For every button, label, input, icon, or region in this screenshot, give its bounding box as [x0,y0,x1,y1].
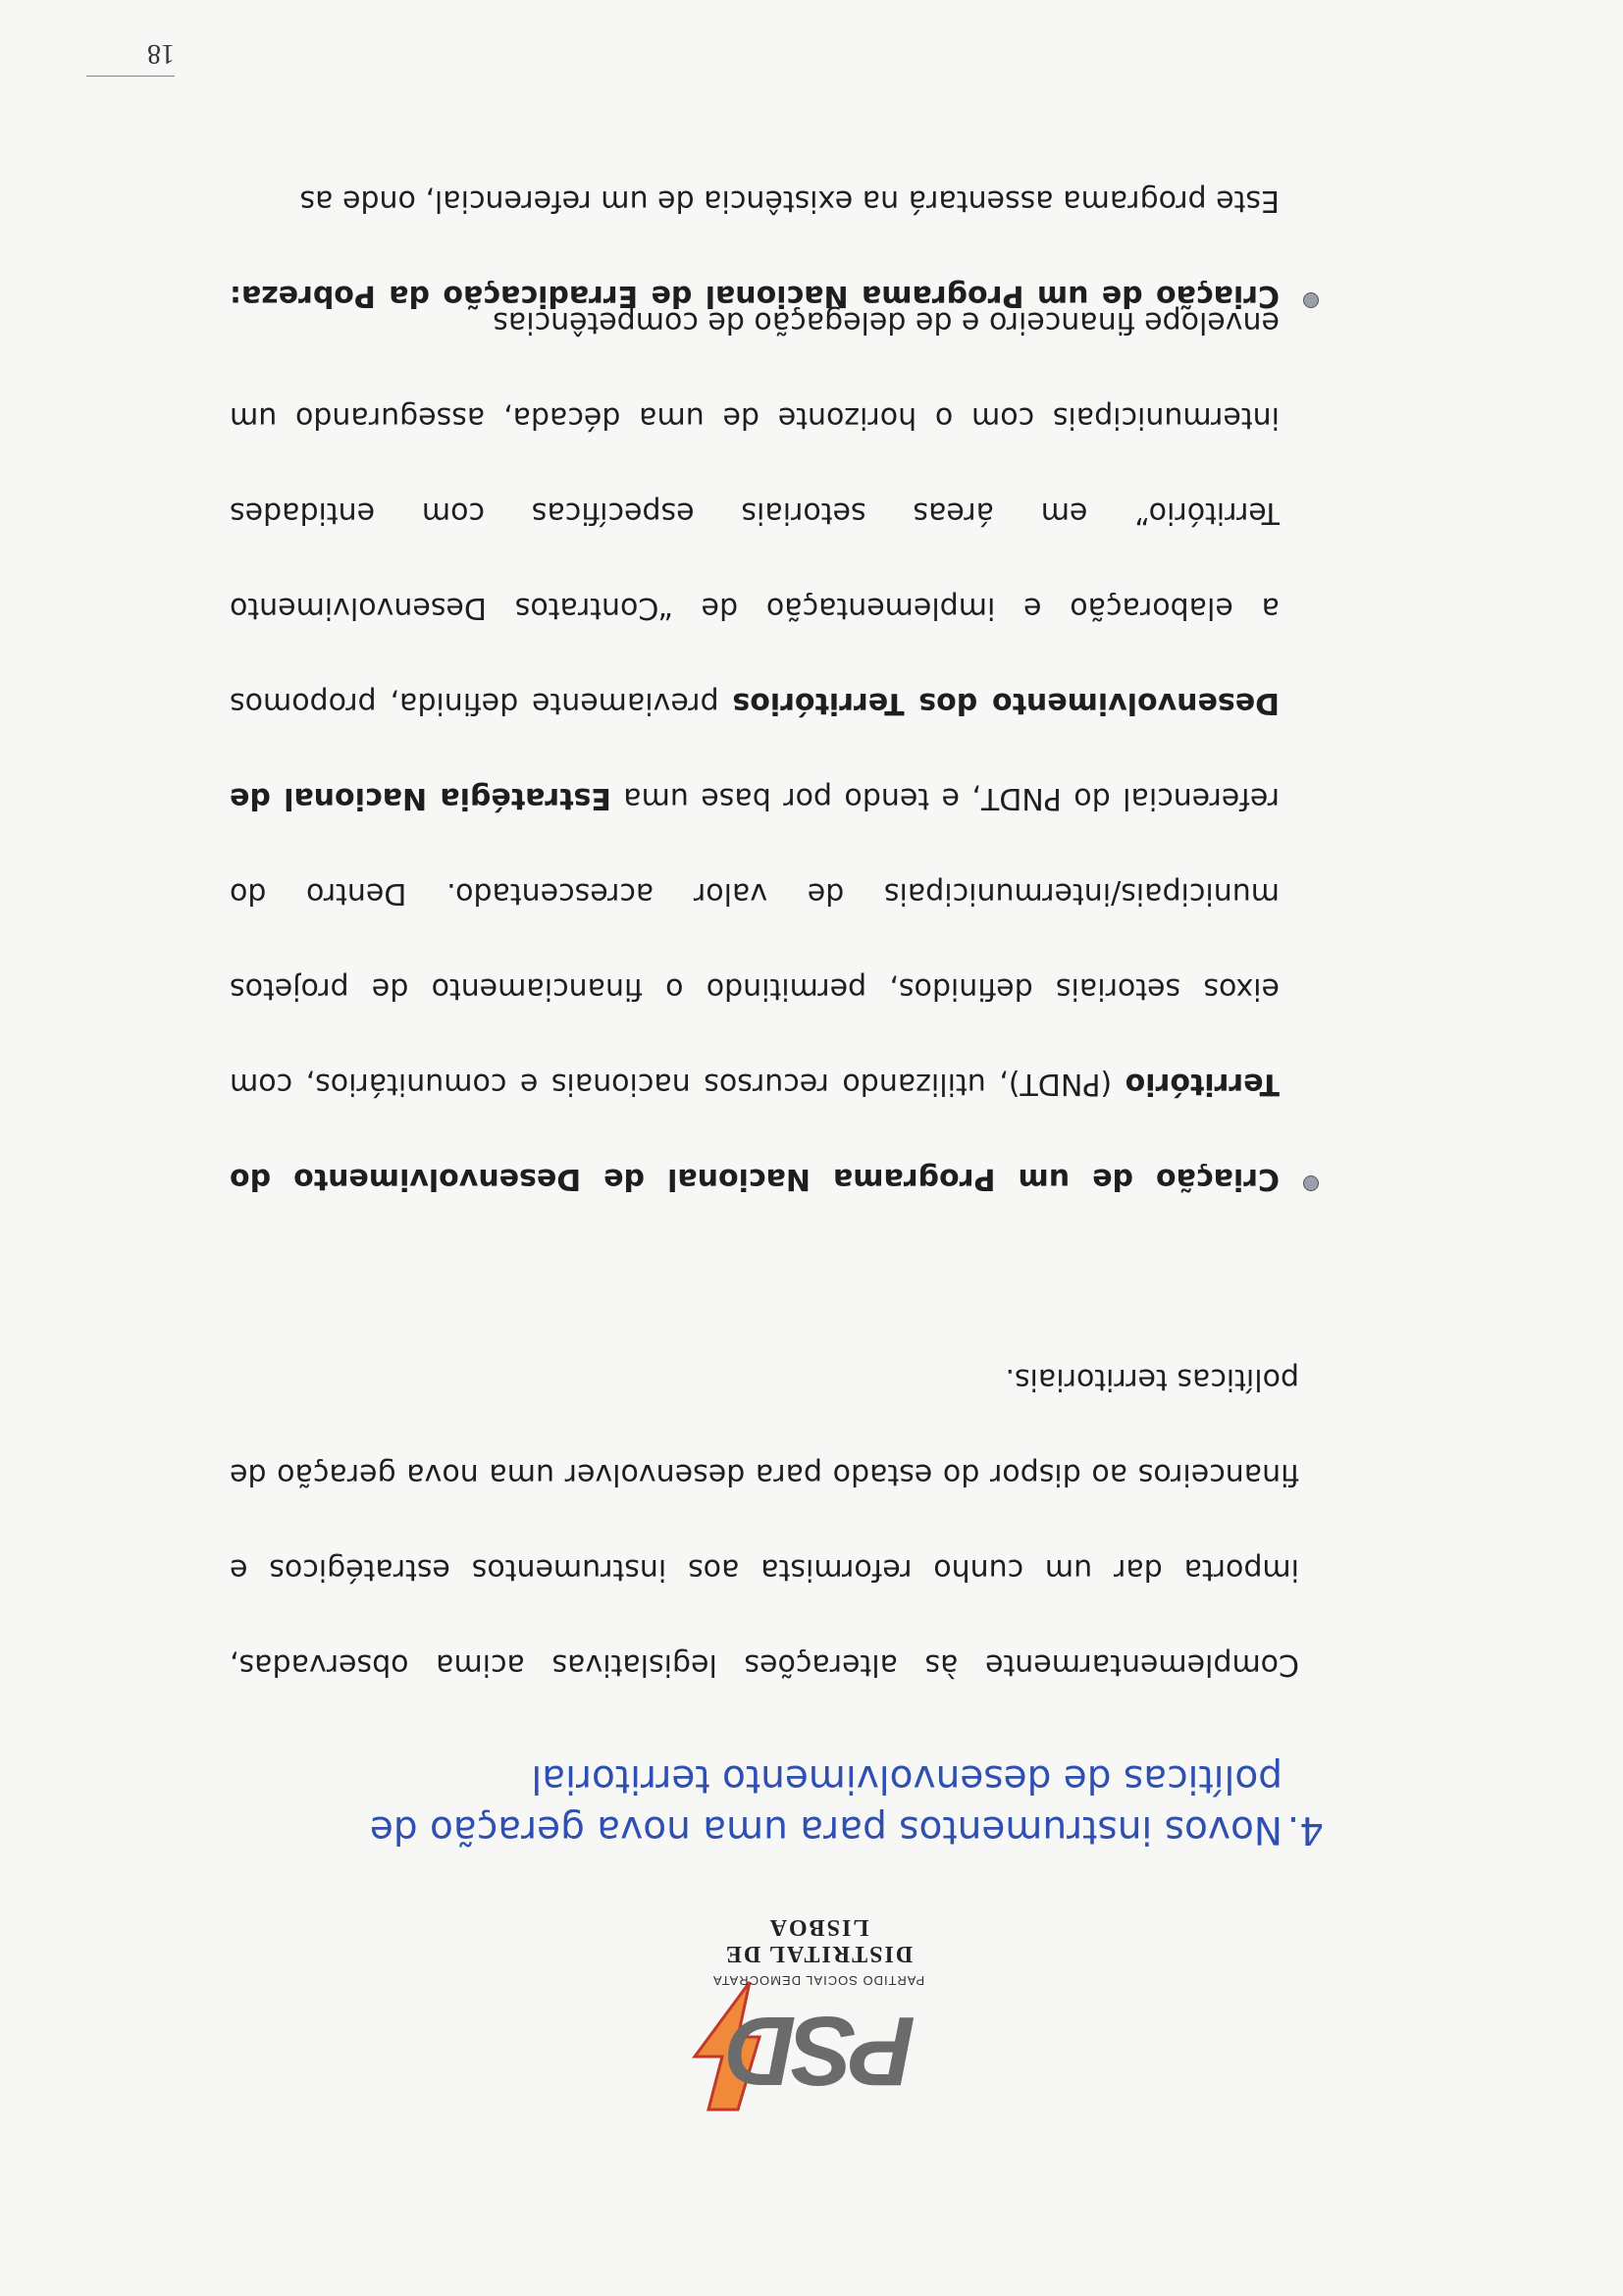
bullet-dot-icon [1303,1175,1319,1191]
logo-party-name: PARTIDO SOCIAL DEMOCRATA [711,1973,925,1988]
bullet-bold-lead: Criação de um Programa Nacional de Erradicação da Pobreza: [230,279,1280,313]
page-number: 18 [147,38,175,69]
bullet-dot-icon [1303,292,1319,308]
logo-wordmark: PSD [731,1996,916,2106]
bullet-bold-mid: Estratégia Nacional de Desenvolvimento dos Territórios [230,686,1280,815]
intro-paragraph: Complementarmente às alterações legislativas acima observadas, importa dar um cunho reformista aos instrumentos estratégicos e financeiros ao dispor do estado para desenvolver uma nova geração de políticas territoriais. [230,1362,1299,1682]
page-number-rule [86,76,175,77]
bullet-text-part: Este programa assentará na existência de um referencial, onde as [299,183,1280,218]
section-title: Novos instrumentos para uma nova geração de políticas de desenvolvimento territorial [369,1756,1283,1852]
bullet-bold-lead: Criação de um Programa Nacional de Desenvolvimento do Território [230,1067,1280,1196]
psd-logo [642,1911,966,2117]
bullet-text [230,275,1280,1226]
section-number: 4. [1286,1807,1324,1852]
bullet-text-part: (PNDT), utilizando recursos nacionais e comunitários, com eixos setoriais definidos, permitindo o financiamento de projetos municipais/intermunicipais de valor acrescentado. Dentro do referencial do PNDT, e tendo por base uma [230,781,1280,1101]
bullet-text-part: previamente definida, propomos a elaboração e implementação de “Contratos Desenvolvimento Território” em áreas setoriais específicas com entidades intermunicipais com o horizonte de uma década, assegurando um envelope financeiro e de delegação de competências [230,305,1280,720]
logo-district: DISTRITAL DE LISBOA [723,1914,914,1966]
bullet-text [230,153,1280,343]
